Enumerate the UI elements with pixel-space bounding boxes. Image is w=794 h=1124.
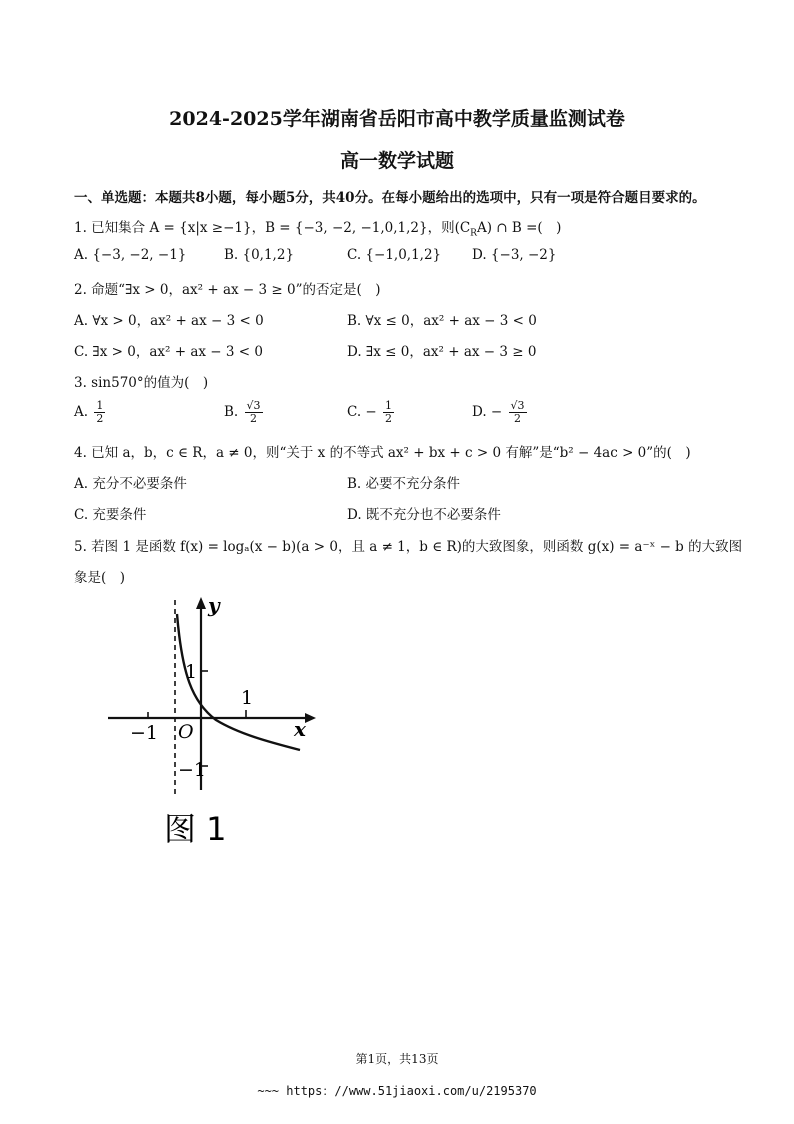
tick-x-neg-label: −1 <box>130 722 159 744</box>
y-axis-label: y <box>208 594 220 617</box>
fraction: $\frac{√3}{2}$ <box>510 399 525 425</box>
tick-y-neg-label: −1 <box>178 759 207 781</box>
watermark-url: ~~~ https：//www.51jiaoxi.com/u/2195370 <box>257 1084 537 1098</box>
q2-option-c: C. ∃x > 0，ax² + ax − 3 < 0 <box>74 344 263 360</box>
tick-y-pos-label: 1 <box>185 661 198 683</box>
page-title: 2024-2025学年湖南省岳阳市高中教学质量监测试卷 <box>169 108 625 130</box>
q4-option-d: D. 既不充分也不必要条件 <box>347 507 501 523</box>
x-axis-label: x <box>294 717 306 741</box>
question-1-stem: 1. 已知集合 A = {x|x ≥−1}，B = {−3, −2, −1,0,1,2}，则$(C_RA)$ ∩ B =( ) <box>74 220 562 239</box>
q3-option-b: B. $\frac{√3}{2}$ <box>224 399 261 425</box>
figure-caption: 图 1 <box>164 810 227 848</box>
q1-option-b: B. {0,1,2} <box>224 247 295 263</box>
section-heading: 一、单选题：本题共8小题，每小题5分，共40分。在每小题给出的选项中，只有一项是符合题目要求的。 <box>74 190 706 206</box>
page-number: 第1页，共13页 <box>355 1052 439 1066</box>
page-subtitle: 高一数学试题 <box>339 150 454 172</box>
q3-option-d: D. − $\frac{√3}{2}$ <box>472 399 525 425</box>
q1-option-c: C. {−1,0,1,2} <box>347 247 442 263</box>
question-5-stem-line2: 象是( ) <box>74 570 126 586</box>
q1-option-a: A. {−3, −2, −1} <box>74 247 187 263</box>
tick-x-pos-label: 1 <box>241 687 254 709</box>
fraction: $\frac{1}{2}$ <box>385 399 393 425</box>
y-axis-arrow <box>196 597 206 609</box>
q2-option-d: D. ∃x ≤ 0，ax² + ax − 3 ≥ 0 <box>347 344 537 360</box>
question-5-stem-line1: 5. 若图 1 是函数 f(x) = logₐ(x − b)(a > 0，且 a ≠ 1，b ∈ R)的大致图象，则函数 g(x) = a⁻ˣ − b 的大致图 <box>74 539 743 555</box>
question-3-stem: 3. sin570°的值为( ) <box>74 375 209 391</box>
q2-option-a: A. ∀x > 0，ax² + ax − 3 < 0 <box>74 313 264 329</box>
fraction: $\frac{√3}{2}$ <box>246 399 261 425</box>
q3-option-c: C. − $\frac{1}{2}$ <box>347 399 393 425</box>
x-axis-arrow <box>305 713 316 723</box>
question-2-stem: 2. 命题“∃x > 0，ax² + ax − 3 ≥ 0”的否定是( ) <box>74 282 381 298</box>
q4-option-a: A. 充分不必要条件 <box>74 476 187 492</box>
q4-option-c: C. 充要条件 <box>74 507 147 523</box>
question-4-stem: 4. 已知 a，b，c ∈ R，a ≠ 0，则“关于 x 的不等式 ax² + bx + c > 0 有解”是“b² − 4ac > 0”的( ) <box>74 445 691 461</box>
fraction: $\frac{1}{2}$ <box>96 399 104 425</box>
q1-option-d: D. {−3, −2} <box>472 247 557 263</box>
q4-option-b: B. 必要不充分条件 <box>347 476 461 492</box>
figure-1-graph <box>104 594 324 854</box>
q3-option-a: A. $\frac{1}{2}$ <box>74 399 104 425</box>
origin-label: O <box>178 721 194 743</box>
q2-option-b: B. ∀x ≤ 0，ax² + ax − 3 < 0 <box>347 313 537 329</box>
